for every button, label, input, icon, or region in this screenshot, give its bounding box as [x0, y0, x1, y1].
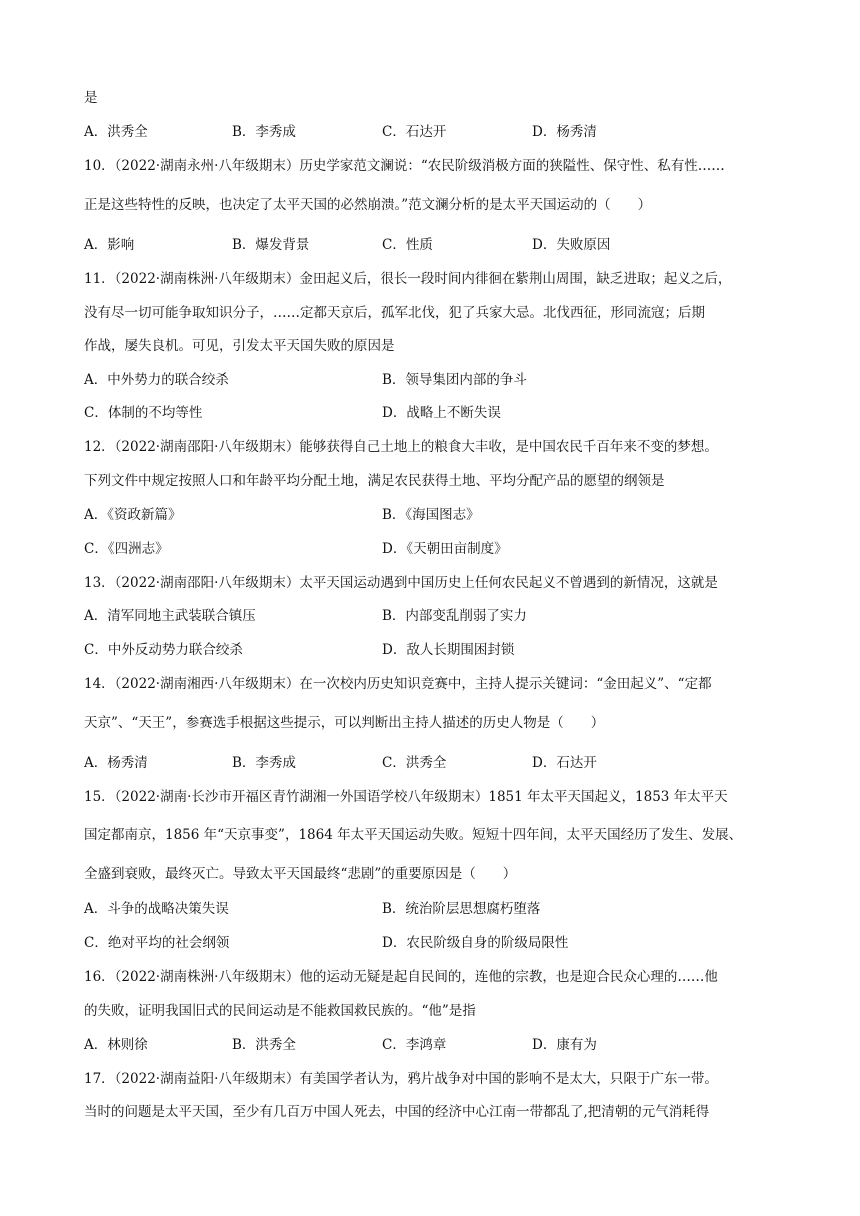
q15-option-d: D．农民阶级自身的阶级局限性: [382, 935, 569, 951]
question-16-line2: 的失败，证明我国旧式的民间运动是不能救国救民族的。“他”是指: [84, 1003, 476, 1019]
q13-option-b: B．内部变乱削弱了实力: [382, 608, 527, 624]
q10-option-d: D．失败原因: [532, 237, 611, 253]
q15-option-b: B．统治阶层思想腐朽堕落: [382, 901, 541, 917]
q14-option-a: A．杨秀清: [84, 755, 148, 771]
q10-option-c: C．性质: [382, 237, 433, 253]
q11-option-d: D．战略上不断失误: [382, 405, 501, 421]
question-14-line2: 天京”、“天王”，参赛选手根据这些提示，可以判断出主持人描述的历史人物是（ ）: [84, 715, 605, 731]
q10-option-b: B．爆发背景: [232, 237, 310, 253]
question-16-line1: 16．（2022·湖南株洲·八年级期末）他的运动无疑是起自民间的，连他的宗教，也是迎合民众心理的……他: [84, 969, 718, 985]
continuation-text: 是: [84, 90, 98, 106]
q14-option-c: C．洪秀全: [382, 755, 447, 771]
question-14-line1: 14．（2022·湖南湘西·八年级期末）在一次校内历史知识竞赛中，主持人提示关键词：“金田起义”、“定都: [84, 676, 712, 692]
q15-option-a: A．斗争的战略决策失误: [84, 901, 229, 917]
q13-option-d: D．敌人长期围困封锁: [382, 642, 515, 658]
option-b: B．李秀成: [232, 124, 296, 140]
q11-option-b: B．领导集团内部的争斗: [382, 372, 527, 388]
question-11-line3: 作战，屡失良机。可见，引发太平天国失败的原因是: [84, 338, 395, 354]
q16-option-d: D．康有为: [532, 1037, 597, 1053]
q12-option-c: C．《四洲志》: [84, 541, 169, 557]
option-d: D．杨秀清: [532, 124, 597, 140]
q11-option-c: C．体制的不均等性: [84, 405, 203, 421]
q12-option-b: B．《海国图志》: [382, 507, 480, 523]
q16-option-b: B．洪秀全: [232, 1037, 296, 1053]
q10-option-a: A．影响: [84, 237, 135, 253]
option-a: A．洪秀全: [84, 124, 148, 140]
question-12-line1: 12．（2022·湖南邵阳·八年级期末）能够获得自己土地上的粮食大丰收，是中国农民千百年来不变的梦想。: [84, 439, 718, 455]
q15-option-c: C．绝对平均的社会纲领: [84, 935, 230, 951]
question-15-line1: 15．（2022·湖南·长沙市开福区青竹湖湘一外国语学校八年级期末）1851 年太平天国起义，1853 年太平天: [84, 789, 728, 805]
question-11-line1: 11．（2022·湖南株洲·八年级期末）金田起义后，很长一段时间内徘徊在紫荆山周围，缺乏进取；起义之后，: [84, 271, 732, 287]
question-13-line1: 13．（2022·湖南邵阳·八年级期末）太平天国运动遇到中国历史上任何农民起义不曾遇到的新情况，这就是: [84, 575, 718, 591]
question-15-line3: 全盛到衰败，最终灭亡。导致太平天国最终“悲剧”的重要原因是（ ）: [84, 866, 517, 882]
q14-option-d: D．石达开: [532, 755, 597, 771]
question-17-line1: 17．（2022·湖南益阳·八年级期末）有美国学者认为，鸦片战争对中国的影响不是太大，只限于广东一带。: [84, 1071, 718, 1087]
q11-option-a: A．中外势力的联合绞杀: [84, 372, 229, 388]
question-12-line2: 下列文件中规定按照人口和年龄平均分配土地，满足农民获得土地、平均分配产品的愿望的纲领是: [84, 473, 665, 489]
q13-option-c: C．中外反动势力联合绞杀: [84, 642, 243, 658]
q13-option-a: A．清军同地主武装联合镇压: [84, 608, 256, 624]
q16-option-c: C．李鸿章: [382, 1037, 447, 1053]
option-c: C．石达开: [382, 124, 447, 140]
question-10-line2: 正是这些特性的反映，也决定了太平天国的必然崩溃。”范文澜分析的是太平天国运动的（ ）: [84, 197, 652, 213]
question-15-line2: 国定都南京，1856 年“天京事变”，1864 年太平天国运动失败。短短十四年间，太平天国经历了发生、发展、: [84, 827, 743, 843]
question-11-line2: 没有尽一切可能争取知识分子，……定都天京后，孤军北伐，犯了兵家大忌。北伐西征，形同流寇；后期: [84, 305, 705, 321]
q12-option-d: D．《天朝田亩制度》: [382, 541, 508, 557]
question-10-line1: 10．（2022·湖南永州·八年级期末）历史学家范文澜说：“农民阶级消极方面的狭隘性、保守性、私有性……: [84, 158, 725, 174]
question-17-line2: 当时的问题是太平天国，至少有几百万中国人死去，中国的经济中心江南一带都乱了,把清朝的元气消耗得: [84, 1104, 710, 1120]
q12-option-a: A．《资政新篇》: [84, 507, 182, 523]
q16-option-a: A．林则徐: [84, 1037, 148, 1053]
q14-option-b: B．李秀成: [232, 755, 296, 771]
